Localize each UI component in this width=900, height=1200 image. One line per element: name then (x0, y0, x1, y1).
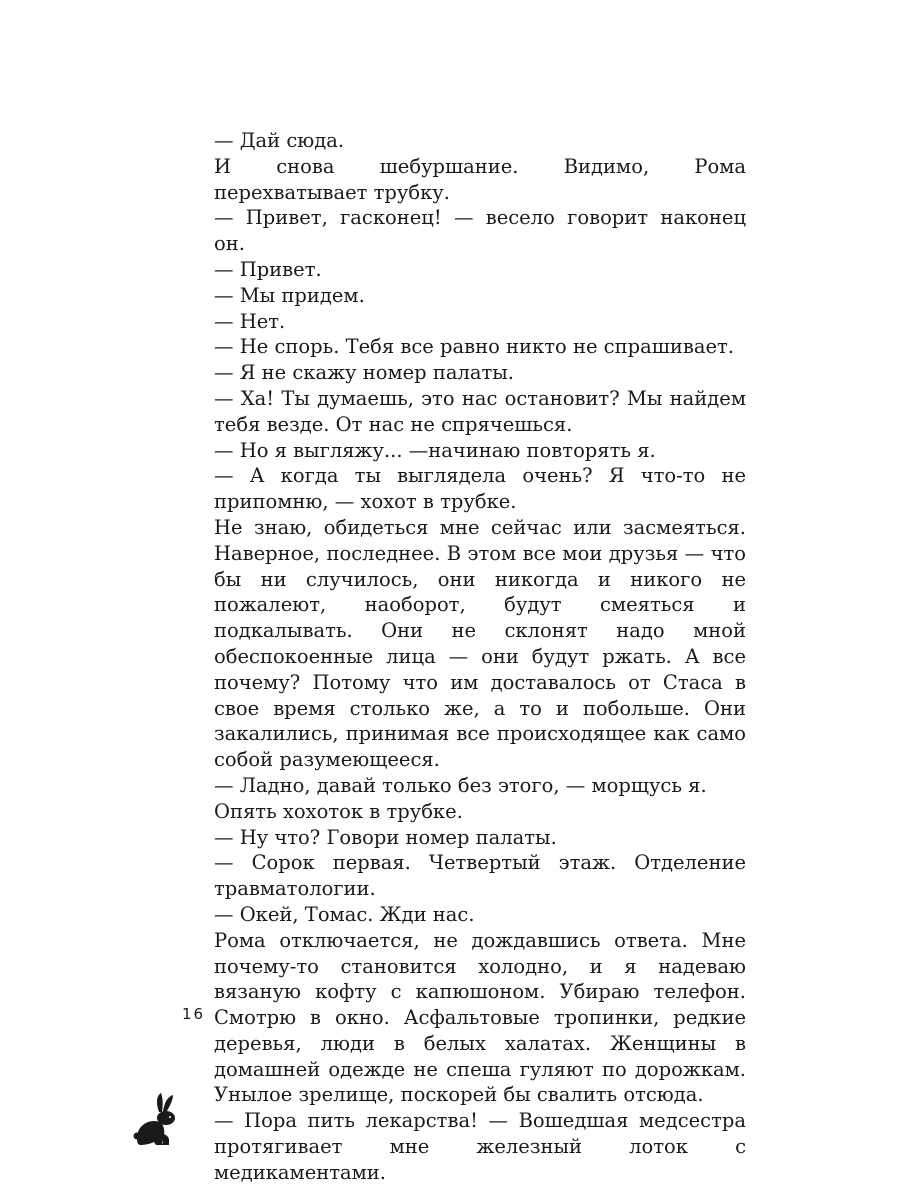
paragraph: — Нет. (214, 309, 286, 333)
paragraph: Не знаю, обидеться мне сейчас или засмеяться. Наверное, последнее. В этом все мои друзья — что бы ни случилось, они никогда и никого не пожалеют, наоборот, будут смеяться и подкалывать. Они не склонят надо мной обеспокоенные лица — они будут ржать. А все почему? Потому что им доставалось от Стаса в свое время столько же, а то и побольше. Они закалились, принимая все происходящее как само собой разумеющееся. (214, 515, 746, 772)
paragraph: — Мы придем. (214, 283, 365, 307)
paragraph: — Ха! Ты думаешь, это нас остановит? Мы найдем тебя везде. От нас не спрячешься. (214, 386, 746, 436)
paragraph: — Я не скажу номер палаты. (214, 361, 514, 385)
paragraph: — Не спорь. Тебя все равно никто не спрашивает. (214, 335, 734, 359)
paragraph: — А когда ты выглядела очень? Я что-то не припомню, — хохот в трубке. (214, 464, 746, 514)
paragraph: — Ну что? Говори номер палаты. (214, 825, 557, 849)
paragraph: — Но я выгляжу... —начинаю повторять я. (214, 438, 656, 462)
paragraph: — Сорок первая. Четвертый этаж. Отделение травматологии. (214, 851, 746, 901)
paragraph: Рома отключается, не дождавшись ответа. Мне почему-то становится холодно, и я надеваю вязаную кофту с капюшоном. Убираю телефон. Смотрю в окно. Асфальтовые тропинки, редкие деревья, люди в белых халатах. Женщины в домашней одежде не спеша гуляют по дорожкам. Унылое зрелище, поскорей бы свалить отсюда. (214, 928, 746, 1107)
paragraph: — Окей, Томас. Жди нас. (214, 902, 475, 926)
paragraph: — Привет. (214, 257, 322, 281)
page-text (214, 128, 746, 1186)
rabbit-icon (132, 1090, 192, 1150)
paragraph: — Привет, гасконец! — весело говорит наконец он. (214, 206, 746, 256)
page-number: 16 (182, 1005, 206, 1023)
paragraph: — Дай сюда. (214, 129, 345, 152)
paragraph: Опять хохоток в трубке. (214, 799, 463, 823)
paragraph: — Пора пить лекарства! — Вошедшая медсестра протягивает мне железный лоток с медикаментами. (214, 1109, 746, 1184)
paragraph: — Ладно, давай только без этого, — морщусь я. (214, 773, 707, 797)
paragraph: И снова шебуршание. Видимо, Рома перехватывает трубку. (214, 154, 746, 204)
